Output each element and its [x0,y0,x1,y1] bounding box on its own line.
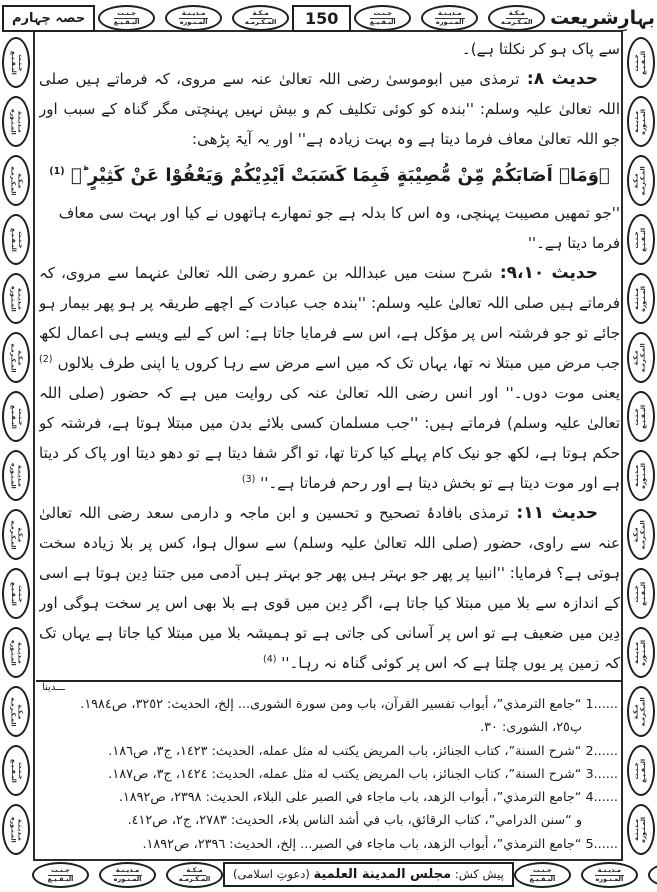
holy-site-medallion-vertical [627,391,655,442]
paragraph-text: سے پاک ہو کر نکلتا ہے)۔ [461,40,620,58]
medallion-text: مـديـنـة المـنـوره [10,285,24,312]
medallion-text: البـقـيـع [369,18,396,26]
medallion-text: جـنـت البـقـيـع [10,758,24,783]
medallion-text: مـديـنـة [179,10,208,19]
medallion-text: جـنـت البـقـيـع [10,227,24,252]
footnote-line [40,809,618,832]
medallion-text: مـديـنـة [435,10,464,19]
holy-site-medallion [165,5,222,31]
footnote-line [40,740,618,763]
footnote-text: “شرح السنة”، كتاب الجنائز، باب المريض يكتب له مثل عمله، الحديث: ١٤٢٤، ج٣، ص١٨٧. [108,766,582,782]
continuation-text [39,34,620,64]
holy-site-medallion [421,5,478,31]
footnote-line [40,716,618,739]
medallion-text: مـديـنـة المـنـوره [633,285,648,312]
medallion-text: جـنـت البـقـيـع [633,404,647,429]
holy-site-medallion [648,862,657,888]
hadith-number-label: حدیث ۱۱: [508,503,598,523]
holy-site-medallion-vertical [627,450,655,501]
holy-site-medallion-vertical [627,568,655,619]
footer-medallions-left [32,862,223,888]
medallion-text: مـديـنـة المـنـوره [10,816,24,843]
part-number-box [2,5,95,32]
header-medallions-left [98,5,289,31]
holy-site-medallion-vertical [627,37,655,88]
medallion-text: المـنـوره [179,18,208,26]
holy-site-medallion-vertical [2,745,30,796]
holy-site-medallion-vertical [2,332,30,383]
verse-translation [39,198,620,258]
header-medallions-right [354,5,545,31]
body-text [39,34,620,678]
paragraph-text: ترمذی بافادۂ تصحیح و تحسین و ابن ماجہ و دارمی سعد رضی اللہ تعالیٰ عنہ سے راوی، حضور (صلی اللہ تعالیٰ علیہ وسلم) سے سوال ہوا، کس پر بلا زیادہ سخت ہوتی ہے؟ فرمایا: ''انبیا پر پھر جو بہتر ہیں پھر جو بہتر ہیں آدمی میں جتنا دِین ہوتا ہے اسی کے اندازہ سے بلا میں مبتلا کیا جاتا ہے، اگر دِین میں قوی ہے بلا بھی اس پر سخت ہوگی اور دِین میں ضعیف ہے تو اس پر آسانی کی جاتی ہے تو ہمیشہ بلا میں مبتلا کیا جاتا ہے یہاں تک کہ زمین پر یوں چلتا ہے کہ اس پر کوئی گناہ نہ رہا۔'' $^{(4)}$ [39,504,620,672]
hadith-paragraph [39,258,620,498]
footnote-marker: (2) [39,354,53,365]
footnote-number: 1...... [585,697,618,712]
holy-site-medallion-vertical [2,214,30,265]
holy-site-medallion-vertical [2,37,30,88]
medallion-text: البـقـيـع [113,18,140,26]
footnote-line [40,693,618,716]
holy-site-medallion-vertical [627,745,655,796]
medallion-text: جـنـت البـقـيـع [10,581,24,606]
medallion-text: جـنـت البـقـيـع [10,50,24,75]
medallion-text: مـكـة المـكـرمـه [10,165,24,196]
medallion-text: مـديـنـة [595,867,624,876]
holy-site-medallion-vertical [627,155,655,206]
holy-site-medallion [581,862,638,888]
holy-site-medallion [354,5,411,31]
hadith-paragraph [39,64,620,154]
medallion-text: مـكـة المـكـرمـه [10,342,24,373]
medallion-text: مـديـنـة المـنـوره [10,462,24,489]
hadith-number-label: حدیث ۸: [519,69,599,89]
holy-site-medallion [488,5,545,31]
medallion-text: المـكـرمـه [501,18,533,26]
footnote-number: 3...... [585,766,618,782]
holy-site-medallion [514,862,571,888]
holy-site-medallion-vertical [2,686,30,737]
side-medallion-column-left [2,37,30,855]
quran-verse [39,154,620,198]
publisher-box [223,862,514,887]
holy-site-medallion-vertical [627,332,655,383]
medallion-text: جـنـت البـقـيـع [633,758,647,783]
holy-site-medallion-vertical [2,627,30,678]
holy-site-medallion [99,862,156,888]
medallion-text: جـنـت [48,867,73,876]
paragraph-text: ﴿وَمَاۤ اَصَابَکُمْ مِّنْ مُّصِیْبَةٍ فَبِمَا کَسَبَتْ اَیْدِیْکُمْ وَیَعْفُوْا عَنْ کَثِیْرٍ ؕ﴾ $^{(1)}$ [49,165,610,186]
medallion-text: مـديـنـة المـنـوره [633,108,648,135]
medallion-text: مـكـة المـكـرمـه [10,519,24,550]
medallion-text: جـنـت البـقـيـع [633,227,647,252]
medallion-text: مـديـنـة [113,867,142,876]
medallion-text: مـكـة المـكـرمـه [10,696,24,727]
holy-site-medallion-vertical [627,686,655,737]
side-medallion-column-right [627,37,655,855]
catchword: ـــدینا [42,682,65,693]
footnote-divider [36,680,621,682]
holy-site-medallion [166,862,223,888]
medallion-text: مـكـة المـكـرمـه [633,696,647,727]
hadith-number-label: حدیث ۹،۱۰: [492,263,598,283]
medallion-text: مـديـنـة المـنـوره [633,462,648,489]
holy-site-medallion-vertical [627,96,655,147]
medallion-text: مـكـة [183,867,205,876]
holy-site-medallion-vertical [2,155,30,206]
holy-site-medallion-vertical [627,627,655,678]
holy-site-medallion-vertical [2,568,30,619]
holy-site-medallion [32,862,89,888]
publisher-note: (دعوتِ اسلامی) [233,867,310,881]
paragraph-text: ترمذی میں ابوموسیٰ رضی اللہ تعالیٰ عنہ سے مروی، کہ فرماتے ہیں صلی اللہ تعالیٰ علیہ وسلم: ''بندہ کو کوئی تکلیف کم و بیش نہیں پہنچتی مگر گناہ کے سبب اور جو اللہ تعالیٰ معاف فرما دیتا ہے وہ بہت زیادہ ہے'' اور یہ آیۃ پڑھی: [39,70,620,148]
medallion-text: مـديـنـة المـنـوره [633,816,648,843]
medallion-text: مـكـة [250,10,272,19]
footnote-text: پ٢٥، الشورى: ٣٠. [480,720,582,736]
footnote-text: “شرح السنة”، كتاب الجنائز، باب المريض يكتب له مثل عمله، الحديث: ١٤٢٣، ج٣، ص١٨٦. [108,743,582,759]
holy-site-medallion-vertical [2,804,30,855]
footnote-number: 5...... [585,836,618,852]
book-title: بہارِشریعت [550,7,655,29]
page-number: 150 [292,5,351,32]
paragraph-text: ''جو تمھیں مصیبت پہنچی، وہ اس کا بدلہ ہے جو تمھارے ہاتھوں نے کیا اور بہت سی معاف فرما دیتا ہے۔'' [58,204,620,252]
footnote-marker: (1) [49,166,65,177]
hadith-paragraph [39,498,620,678]
medallion-text: مـكـة المـكـرمـه [633,519,647,550]
medallion-text: البـقـيـع [529,874,556,883]
medallion-text: المـكـرمـه [244,18,277,26]
medallion-text: مـديـنـة المـنـوره [633,639,648,666]
medallion-text: المـكـرمـه [178,874,211,883]
holy-site-medallion [232,5,289,31]
page-header [0,3,657,33]
footnote-text: و “سنن الدرامي”، كتاب الرقائق، باب في أشد الناس بلاء، الحديث: ٢٧٨٣، ج٢، ص٤١٢. [127,813,582,829]
paragraph-text: شرح سنت میں عبداللہ بن عمرو رضی اللہ تعالیٰ عنہما سے مروی، کہ فرماتے ہیں صلی اللہ تعالیٰ علیہ وسلم: ''بندہ جب عبادت کے اچھے طریقہ پر ہو پھر بیمار ہو جائے تو جو فرشتہ اس پر مؤکل ہے، اس سے فرمایا جاتا ہے: اس کے لیے ویسے ہی اعمال لکھ جب مرض میں مبتلا نہ تھا، یہاں تک کہ میں اسے مرض سے رہا کروں یا اپنی طرف بلالوں $^{(2)}$ یعنی موت دوں۔'' اور انس رضی اللہ تعالیٰ عنہ کی روایت میں ہے کہ حضور (صلی اللہ تعالیٰ علیہ وسلم) فرماتے ہیں: ''جب مسلمان کسی بلائے بدن میں مبتلا ہوتا ہے، فرشتہ کو حکم ہوتا ہے، لکھ جو نیک کام پہلے کیا کرتا تھا، تو اگر شفا دیتا ہے تو دھو دیتا اور پاک کر دیتا ہے اور موت دیتا ہے تو بخش دیتا ہے اور رحم فرماتا ہے۔'' $^{(3)}$ [39,264,620,492]
footnote-text: “جامع الترمذي”، أبواب تفسير القرآن، باب ومن سورة الشورى... إلخ، الحديث: ٣٢٥٢، ص١٩٨٤. [80,697,582,712]
footnote-number: 4...... [585,790,618,806]
medallion-text: مـكـة المـكـرمـه [633,342,647,373]
publisher-name: مجلس المدینة العلمیة [313,867,452,882]
footnote-number: 2...... [585,743,618,759]
holy-site-medallion-vertical [2,273,30,324]
medallion-text: جـنـت [530,867,555,876]
publisher-label: پیش کش: [454,867,504,881]
medallion-text: البـقـيـع [47,874,74,883]
medallion-text: جـنـت البـقـيـع [10,404,24,429]
footnote-line [40,763,618,786]
medallion-text: جـنـت [370,10,395,19]
medallion-text: المـنـوره [113,874,142,883]
part-number-label: حصہ چہارم [12,10,86,26]
medallion-text: مـكـة المـكـرمـه [633,165,647,196]
medallion-text: جـنـت البـقـيـع [633,50,647,75]
footnotes [40,693,618,856]
medallion-text: المـنـوره [435,18,464,26]
holy-site-medallion-vertical [627,273,655,324]
page-footer [0,858,657,891]
holy-site-medallion-vertical [2,450,30,501]
footnote-line [40,833,618,856]
holy-site-medallion-vertical [627,804,655,855]
medallion-text: مـديـنـة المـنـوره [10,639,24,666]
holy-site-medallion-vertical [627,509,655,560]
footnote-marker: (3) [241,474,256,485]
holy-site-medallion-vertical [2,509,30,560]
footnote-text: “جامع الترمذي”، أبواب الزهد، باب ماجاء في الصبر... إلخ، الحديث: ٢٣٩٦، ص١٨٩٢. [142,836,582,852]
footnote-marker: (4) [263,654,277,665]
footnote-line [40,786,618,809]
holy-site-medallion-vertical [627,214,655,265]
footnote-text: “جامع الترمذي”، أبواب الزهد، باب ماجاء في الصبر على البلاء، الحديث: ٢٣٩٨، ص١٨٩٢. [118,790,582,806]
holy-site-medallion-vertical [2,96,30,147]
holy-site-medallion-vertical [2,391,30,442]
medallion-text: مـديـنـة المـنـوره [10,108,24,135]
holy-site-medallion [98,5,155,31]
footer-medallions-right [514,862,657,888]
medallion-text: المـنـوره [595,874,624,883]
medallion-text: جـنـت [114,10,139,19]
medallion-text: جـنـت البـقـيـع [633,581,647,606]
medallion-text: مـكـة [506,10,528,19]
